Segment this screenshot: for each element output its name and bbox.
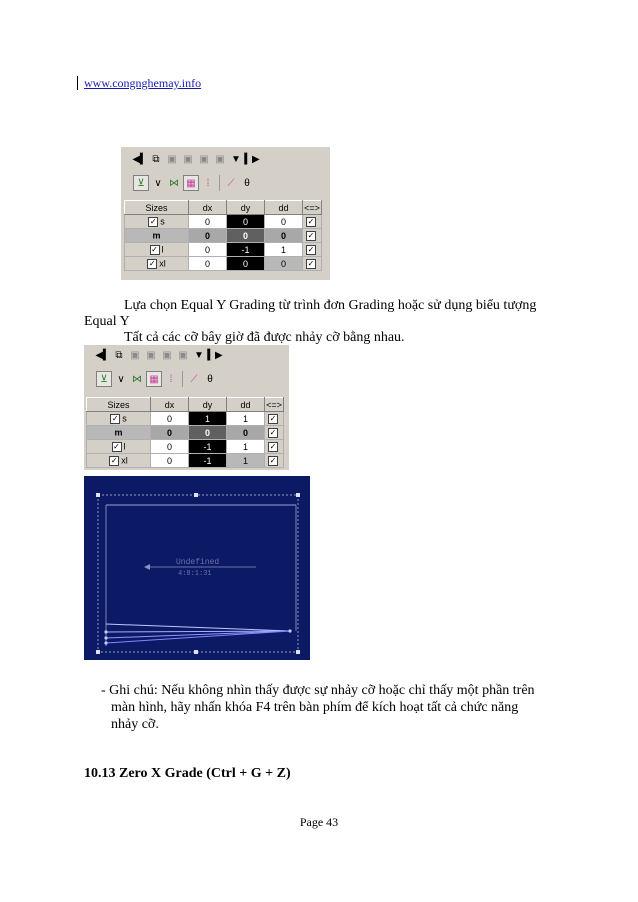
dy-cell[interactable]: -1: [189, 454, 227, 468]
paste-all-icon[interactable]: ▣: [215, 153, 225, 165]
dx-cell[interactable]: 0: [151, 440, 189, 454]
section-heading: 10.13 Zero X Grade (Ctrl + G + Z): [84, 766, 291, 781]
table-row[interactable]: [125, 229, 322, 243]
selection-handle[interactable]: [96, 650, 100, 654]
link-checkbox[interactable]: ✓: [269, 427, 277, 437]
note-line-1: - Ghi chú: Nếu không nhìn thấy được sự nhảy cỡ hoặc chỉ thấy một phần trên: [101, 683, 535, 698]
note-line-2: màn hình, hãy nhấn khóa F4 trên bàn phím để kích hoạt tất cả chức năng: [111, 700, 519, 715]
angle-grading-icon[interactable]: ⟋: [227, 177, 235, 189]
col-sizes: Sizes: [125, 201, 189, 215]
step-back-icon[interactable]: ◀▍: [95, 349, 111, 361]
equal-x-grading-icon[interactable]: ∨: [117, 373, 125, 385]
page-number: Page 43: [299, 815, 339, 829]
selection-handle[interactable]: [194, 493, 198, 497]
size-name: xl: [159, 258, 166, 269]
size-checkbox[interactable]: ✓: [113, 441, 120, 451]
size-checkbox[interactable]: ✓: [151, 244, 158, 254]
selection-handle[interactable]: [296, 650, 300, 654]
dd-cell[interactable]: 0: [265, 229, 303, 243]
link-checkbox[interactable]: ✓: [307, 244, 315, 254]
dd-cell[interactable]: 1: [227, 440, 265, 454]
grading-panel-2: [84, 345, 289, 470]
paste-x-icon[interactable]: ▣: [146, 349, 156, 361]
paste-y-icon[interactable]: ▣: [162, 349, 172, 361]
grade-point[interactable]: [288, 629, 291, 632]
dx-cell[interactable]: 0: [151, 454, 189, 468]
col-dy: dy: [189, 398, 227, 412]
dd-cell[interactable]: 1: [265, 243, 303, 257]
grading-table-2: [86, 397, 284, 468]
grading-table-1: [124, 200, 322, 271]
dx-cell[interactable]: 0: [189, 215, 227, 229]
dd-cell[interactable]: 0: [265, 257, 303, 271]
smooth-grading-icon[interactable]: ⋈: [132, 373, 142, 385]
dy-cell[interactable]: 0: [189, 426, 227, 440]
equal-y-grading-icon[interactable]: ⊻: [96, 371, 112, 387]
dx-cell[interactable]: 0: [151, 412, 189, 426]
table-row[interactable]: [87, 454, 284, 468]
dy-cell[interactable]: -1: [189, 440, 227, 454]
pattern-drawing: [84, 476, 310, 660]
equal-x-grading-icon[interactable]: ∨: [154, 177, 162, 189]
paste-y-icon[interactable]: ▣: [199, 153, 209, 165]
dropdown-arrow-icon[interactable]: ▼: [194, 349, 204, 361]
selection-handle[interactable]: [296, 493, 300, 497]
selection-handle[interactable]: [96, 493, 100, 497]
toolbar-top: [84, 345, 222, 365]
size-name: l: [123, 441, 126, 452]
table-row[interactable]: [125, 243, 322, 257]
theta-button[interactable]: θ: [207, 373, 213, 385]
size-name: s: [160, 216, 165, 227]
proportional-grading-icon[interactable]: ⁞: [169, 373, 173, 385]
size-checkbox[interactable]: ✓: [110, 455, 118, 465]
grade-point[interactable]: [104, 630, 107, 633]
step-back-icon[interactable]: ◀▍: [132, 153, 148, 165]
copy-icon[interactable]: ⧉: [115, 349, 123, 361]
link-checkbox[interactable]: ✓: [307, 216, 315, 226]
grade-line-s: [106, 624, 290, 631]
dx-cell[interactable]: 0: [189, 243, 227, 257]
dx-cell[interactable]: 0: [151, 426, 189, 440]
grade-rule-icon[interactable]: ▦: [146, 371, 162, 387]
paragraph-1-line-2: Equal Y: [84, 314, 130, 329]
col-sizes: Sizes: [87, 398, 151, 412]
col-dy: dy: [227, 201, 265, 215]
col-link: <=>: [266, 399, 282, 410]
grade-point[interactable]: [104, 636, 107, 639]
dy-cell[interactable]: 1: [189, 412, 227, 426]
table-row[interactable]: [87, 440, 284, 454]
table-row[interactable]: [87, 412, 284, 426]
website-link[interactable]: www.congnghemay.info: [84, 76, 202, 90]
size-checkbox[interactable]: ✓: [148, 258, 156, 268]
dy-cell[interactable]: 0: [227, 257, 265, 271]
smooth-grading-icon[interactable]: ⋈: [169, 177, 179, 189]
dropdown-arrow-icon[interactable]: ▼: [231, 153, 241, 165]
dy-cell[interactable]: -1: [227, 243, 265, 257]
header-rule: [77, 76, 78, 90]
col-dx: dx: [151, 398, 189, 412]
grainline-arrow-icon: [144, 564, 150, 570]
paste-all-icon[interactable]: ▣: [178, 349, 188, 361]
grade-rule-icon[interactable]: ▦: [183, 175, 199, 191]
table-row[interactable]: [87, 426, 284, 440]
col-dd: dd: [265, 201, 303, 215]
table-row[interactable]: [125, 257, 322, 271]
dd-cell[interactable]: 1: [227, 454, 265, 468]
size-name: xl: [121, 455, 128, 466]
size-name: m: [152, 230, 161, 241]
dy-cell[interactable]: 0: [227, 229, 265, 243]
proportional-grading-icon[interactable]: ⁞: [206, 177, 210, 189]
size-name: m: [114, 427, 123, 438]
size-name: l: [161, 244, 164, 255]
dx-cell[interactable]: 0: [189, 229, 227, 243]
dd-cell[interactable]: 0: [227, 426, 265, 440]
equal-y-grading-icon[interactable]: ⊻: [133, 175, 149, 191]
angle-grading-icon[interactable]: ⟋: [190, 373, 198, 385]
theta-button[interactable]: θ: [244, 177, 250, 189]
size-checkbox[interactable]: ✓: [111, 413, 119, 423]
step-forward-icon[interactable]: ▍▶: [244, 153, 260, 165]
toolbar-top: [121, 149, 259, 169]
size-checkbox[interactable]: ✓: [149, 216, 157, 226]
paste-icon[interactable]: ▣: [167, 153, 177, 165]
link-checkbox[interactable]: ✓: [269, 441, 277, 451]
table-row[interactable]: [125, 215, 322, 229]
dd-cell[interactable]: 1: [227, 412, 265, 426]
step-forward-icon[interactable]: ▍▶: [207, 349, 223, 361]
paste-icon[interactable]: ▣: [130, 349, 140, 361]
paragraph-2: Tất cả các cỡ bây giờ đã được nhảy cỡ bằng nhau.: [124, 330, 405, 345]
toolbar-bottom: [84, 369, 217, 389]
link-checkbox[interactable]: ✓: [269, 455, 277, 465]
selection-handle[interactable]: [194, 650, 198, 654]
dx-cell[interactable]: 0: [189, 257, 227, 271]
note-line-3: nhảy cỡ.: [111, 717, 159, 732]
dd-cell[interactable]: 0: [265, 215, 303, 229]
link-checkbox[interactable]: ✓: [307, 258, 315, 268]
toolbar-bottom: [121, 173, 254, 193]
grade-point[interactable]: [104, 641, 107, 644]
piece-name-label: Undefined: [176, 558, 220, 567]
dy-cell[interactable]: 0: [227, 215, 265, 229]
pattern-canvas[interactable]: [84, 476, 310, 660]
paragraph-1-line-1: Lựa chọn Equal Y Grading từ trình đơn Grading hoặc sử dụng biểu tượng: [124, 298, 537, 313]
col-dx: dx: [189, 201, 227, 215]
col-dd: dd: [227, 398, 265, 412]
link-checkbox[interactable]: ✓: [307, 230, 315, 240]
copy-icon[interactable]: ⧉: [152, 153, 160, 165]
grading-panel-1: [121, 147, 330, 280]
paste-x-icon[interactable]: ▣: [183, 153, 193, 165]
link-checkbox[interactable]: ✓: [269, 413, 277, 423]
piece-size-label: 4:8:1:31: [178, 570, 212, 578]
size-name: s: [122, 413, 127, 424]
col-link: <=>: [304, 202, 320, 213]
